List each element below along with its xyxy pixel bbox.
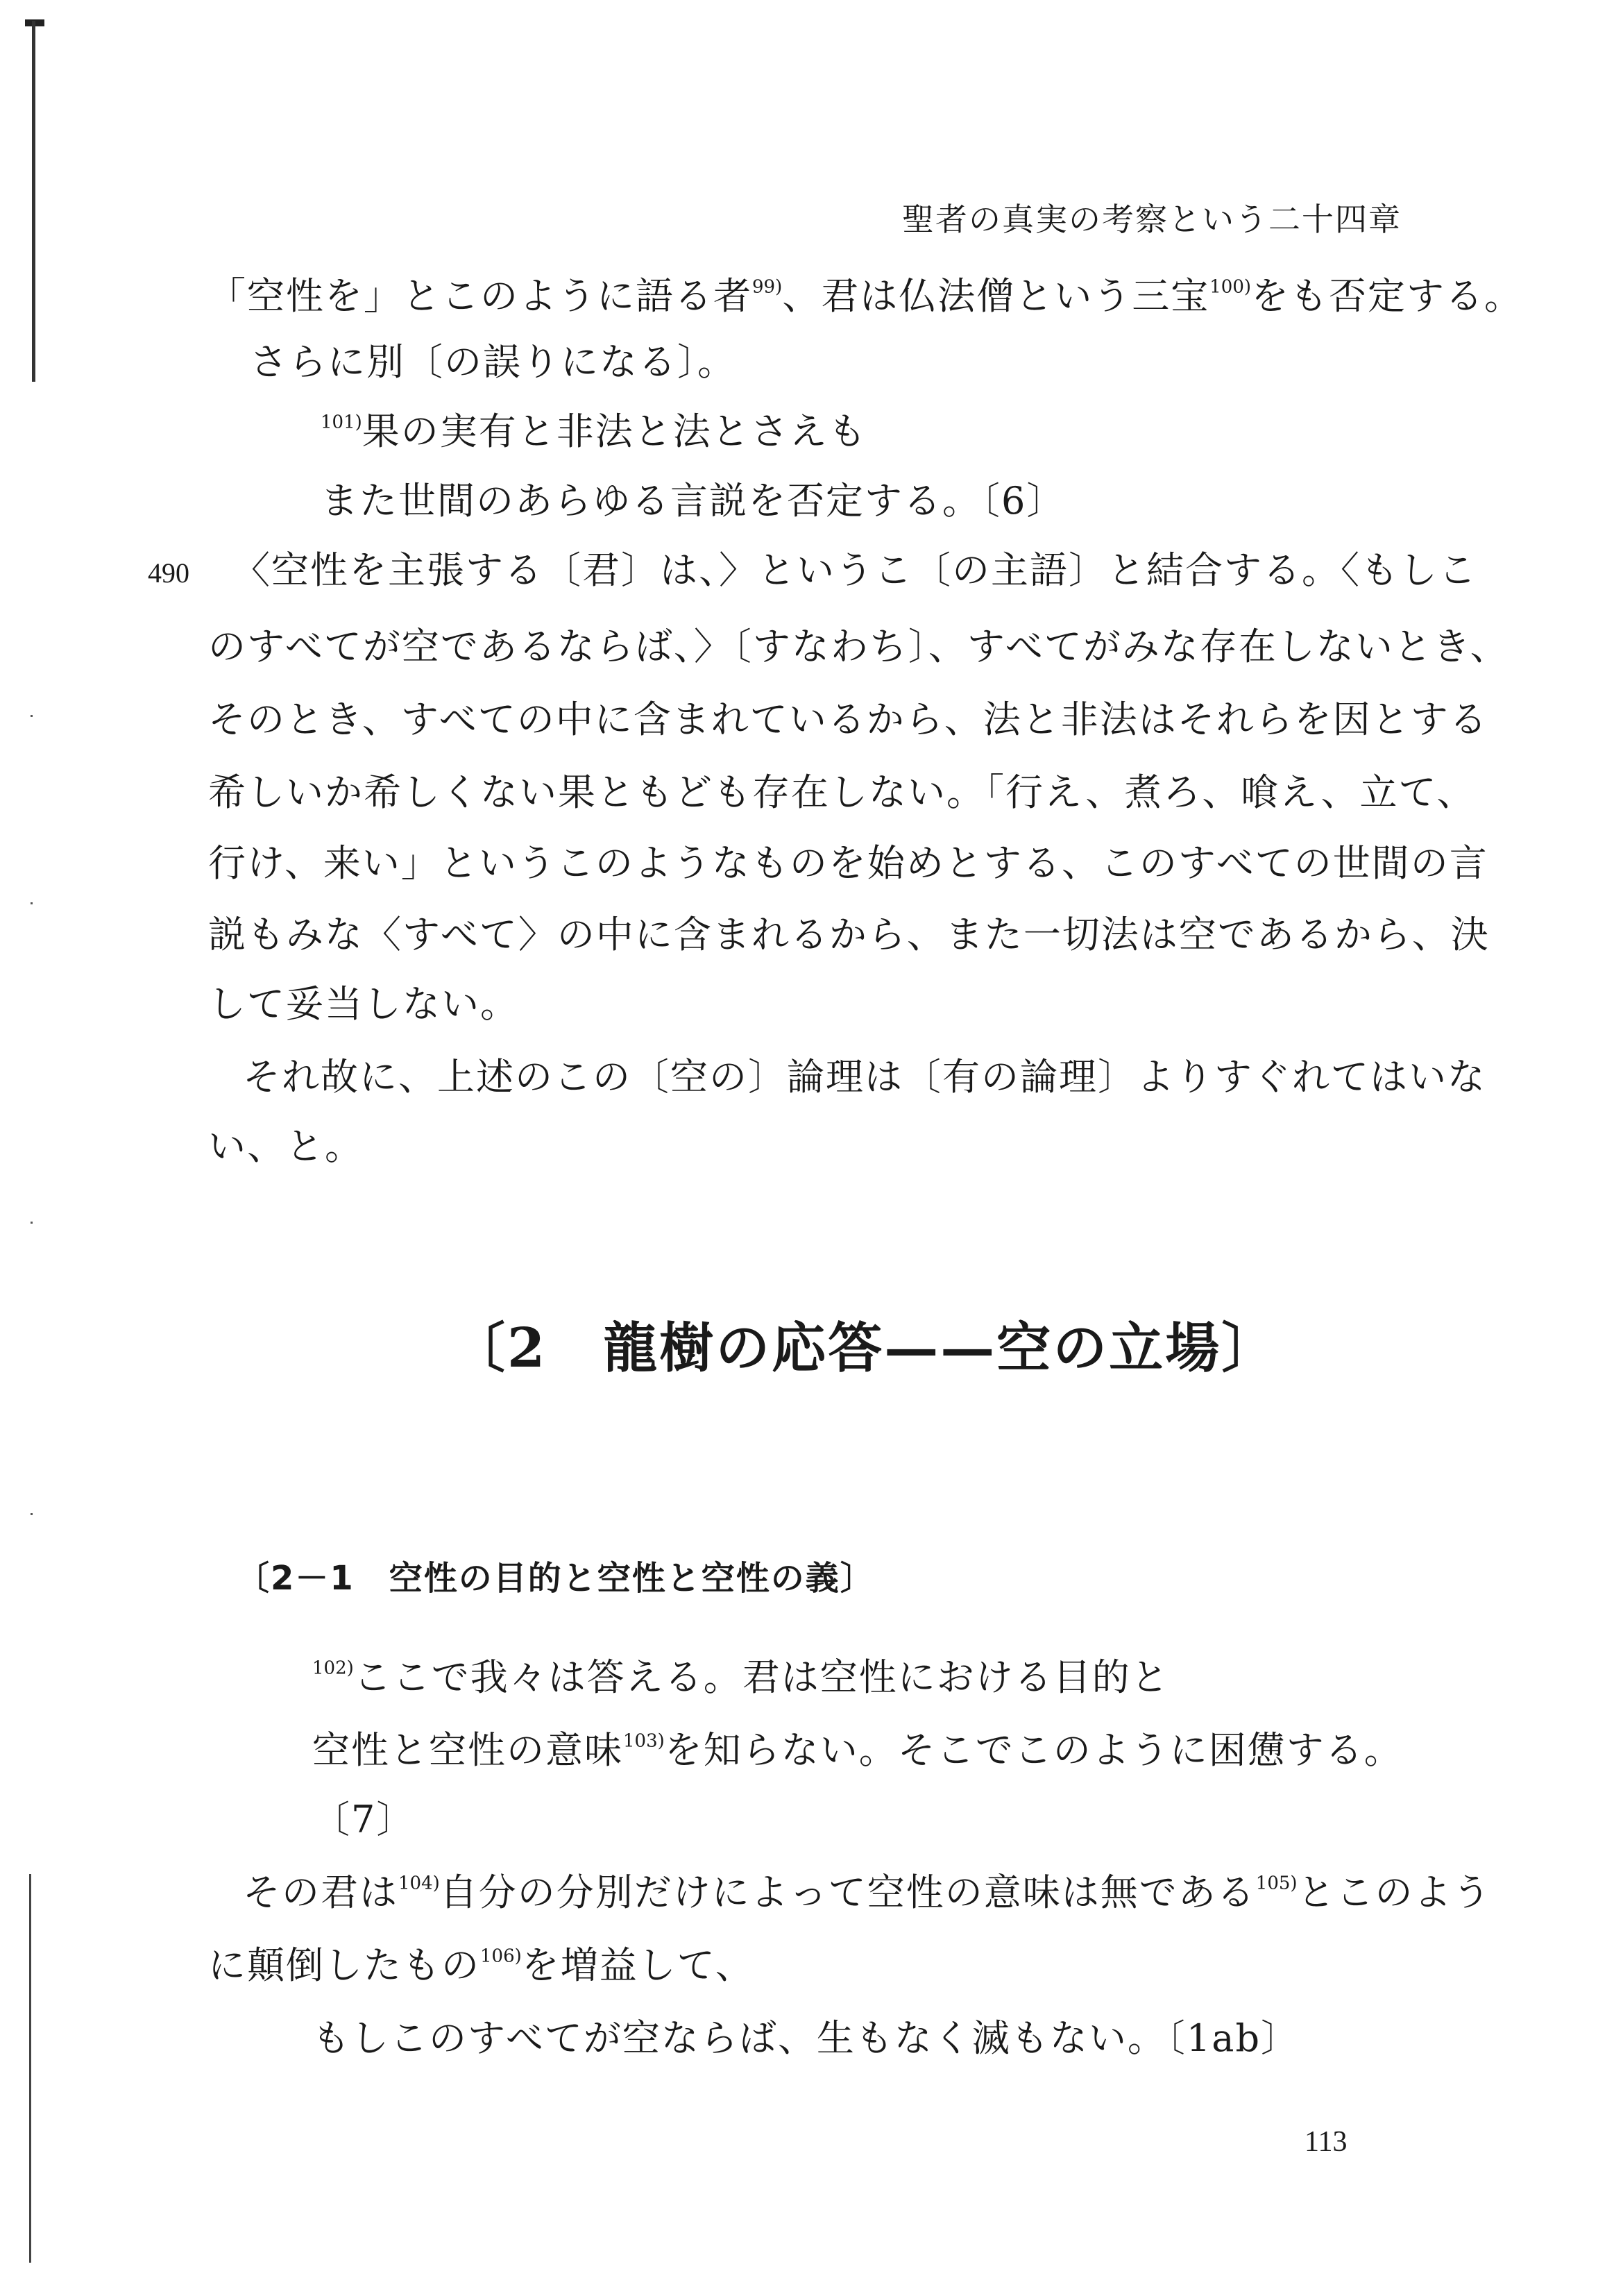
text-line: に顛倒したもの$^{106)}$を増益して、 bbox=[208, 1943, 754, 1987]
verse-line: もしこのすべてが空ならば、生もなく滅もない。〔1ab〕 bbox=[312, 2016, 1300, 2060]
text-line: して妥当しない。 bbox=[208, 982, 519, 1026]
text-line: そのとき、すべての中に含まれているから、法と非法はそれらを因とする bbox=[208, 698, 1488, 741]
verse-line: $^{102)}$ここで我々は答える。君は空性における目的と bbox=[312, 1655, 1170, 1699]
footnote-ref: 104) bbox=[398, 1873, 440, 1894]
verse-line: $^{101)}$果の実有と非法と法とさえも bbox=[321, 410, 867, 453]
text-line: 「空性を」とこのように語る者$^{99)}$、君は仏法僧という三宝$^{100)}$をも否定する。 bbox=[208, 274, 1524, 318]
verse-line: 空性と空性の意味$^{103)}$を知らない。そこでこのように困憊する。 bbox=[312, 1728, 1403, 1772]
text-line: 説もみな〈すべて〉の中に含まれるから、また一切法は空であるから、決 bbox=[208, 913, 1490, 956]
scan-edge-line bbox=[29, 1874, 31, 2263]
text-line: その君は$^{104)}$自分の分別だけによって空性の意味は無である$^{105)}$とこのよう bbox=[243, 1871, 1492, 1914]
footnote-ref: 105) bbox=[1255, 1873, 1298, 1894]
text-line: 希しいか希しくない果ともども存在しない。「行え、煮ろ、喰え、立て、 bbox=[208, 770, 1476, 814]
subsection-heading: 〔2－1 空性の目的と空性と空性の義〕 bbox=[236, 1559, 875, 1598]
margin-number: 490 bbox=[148, 557, 189, 589]
text-line: それ故に、上述のこの〔空の〕論理は〔有の論理〕よりすぐれてはいな bbox=[243, 1055, 1486, 1099]
section-heading: 〔2 龍樹の応答——空の立場〕 bbox=[451, 1317, 1278, 1380]
text-line: い、と。 bbox=[208, 1124, 364, 1168]
footnote-ref: 101) bbox=[321, 412, 362, 433]
footnote-ref: 106) bbox=[480, 1945, 522, 1967]
text-line: 行け、来い」というこのようなものを始めとする、このすべての世間の言 bbox=[208, 841, 1488, 885]
scan-dust bbox=[31, 1222, 33, 1224]
scan-edge-line bbox=[32, 21, 35, 382]
footnote-ref: 99) bbox=[752, 276, 783, 298]
text-line: のすべてが空であるならば、〉〔すなわち〕、すべてがみな存在しないとき、 bbox=[208, 625, 1509, 668]
scan-dust bbox=[31, 715, 33, 717]
scan-dust bbox=[31, 1513, 33, 1515]
running-head: 聖者の真実の考察という二十四章 bbox=[902, 201, 1402, 238]
text-line: さらに別〔の誤りになる〕。 bbox=[250, 340, 736, 384]
footnote-ref: 102) bbox=[312, 1657, 354, 1679]
verse-line: 〔7〕 bbox=[312, 1798, 416, 1841]
page-number: 113 bbox=[1305, 2126, 1348, 2158]
text-line: 〈空性を主張する〔君〕は、〉というこ〔の主語〕と結合する。〈もしこ bbox=[232, 548, 1477, 592]
footnote-ref: 100) bbox=[1209, 276, 1252, 298]
verse-line: また世間のあらゆる言説を否定する。〔6〕 bbox=[321, 479, 1066, 523]
scan-dust bbox=[31, 902, 33, 904]
footnote-ref: 103) bbox=[623, 1730, 665, 1752]
